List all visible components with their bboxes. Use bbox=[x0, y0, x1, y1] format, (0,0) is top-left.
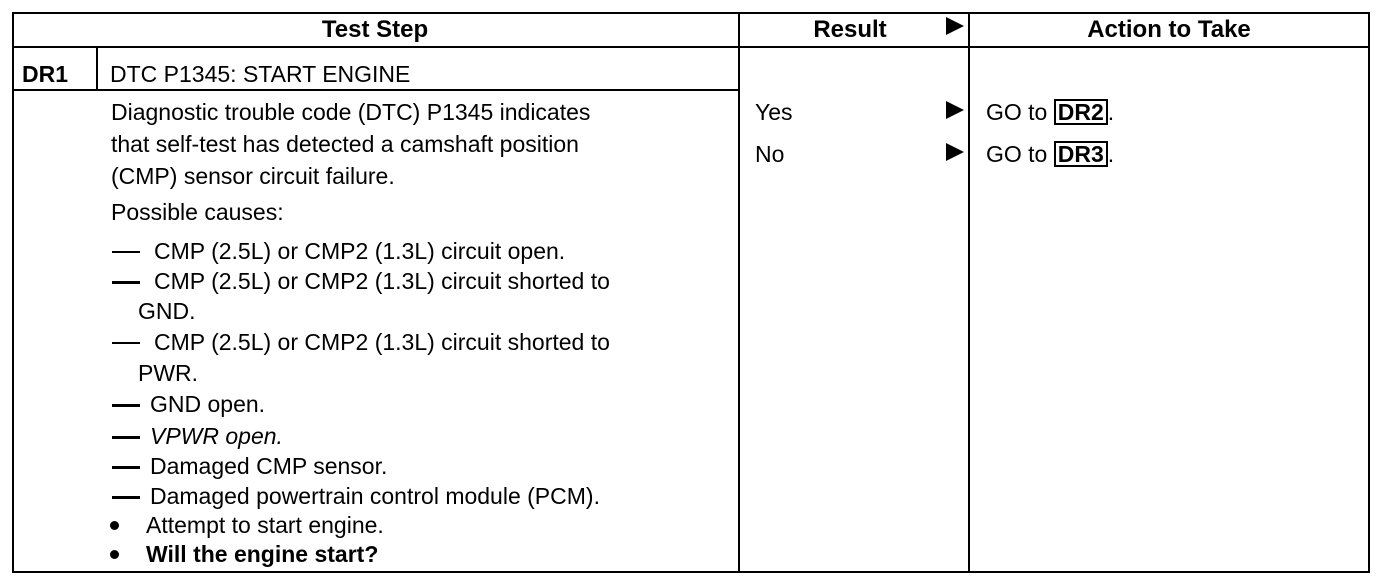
step-id: DR1 bbox=[22, 61, 69, 87]
step-id-divider bbox=[96, 46, 98, 90]
action-prefix: GO to bbox=[986, 99, 1048, 125]
header-result: Result bbox=[813, 16, 887, 43]
action-yes bbox=[986, 99, 1114, 125]
cause-dash-icon bbox=[112, 496, 140, 499]
step-ref-link[interactable]: DR3 bbox=[1054, 141, 1108, 167]
step-title: DTC P1345: START ENGINE bbox=[110, 61, 411, 87]
cause-item-continuation: GND. bbox=[138, 298, 196, 324]
cause-item: CMP (2.5L) or CMP2 (1.3L) circuit open. bbox=[154, 238, 566, 264]
result-yes: Yes bbox=[755, 99, 793, 125]
table-bottom-border bbox=[12, 571, 1370, 573]
cause-item: VPWR open. bbox=[150, 423, 283, 449]
bullet-icon bbox=[110, 550, 119, 559]
header-bottom-border bbox=[12, 46, 1370, 48]
table-right-border bbox=[1368, 12, 1370, 573]
action-instruction: Attempt to start engine. bbox=[146, 512, 384, 538]
header-test-step: Test Step bbox=[321, 16, 429, 43]
bullet-icon bbox=[110, 521, 119, 530]
header-action-to-take: Action to Take bbox=[1087, 16, 1251, 43]
table-top-border bbox=[12, 12, 1370, 14]
action-column-divider bbox=[968, 12, 970, 573]
step-ref-link[interactable]: DR2 bbox=[1054, 99, 1108, 125]
cause-item: GND open. bbox=[150, 391, 266, 417]
cause-item: CMP (2.5L) or CMP2 (1.3L) circuit shorted to bbox=[154, 329, 610, 355]
cause-dash-icon bbox=[112, 436, 140, 439]
step-description-line: (CMP) sensor circuit failure. bbox=[111, 163, 395, 189]
action-suffix: . bbox=[1107, 141, 1115, 167]
action-prefix: GO to bbox=[986, 141, 1048, 167]
cause-item: Damaged CMP sensor. bbox=[150, 453, 388, 479]
header-arrow-icon bbox=[946, 17, 964, 35]
step-description-line: Diagnostic trouble code (DTC) P1345 indicates bbox=[111, 99, 591, 125]
action-no bbox=[986, 141, 1114, 167]
action-suffix: . bbox=[1107, 99, 1115, 125]
cause-dash-icon bbox=[112, 404, 140, 407]
result-no: No bbox=[755, 141, 785, 167]
cause-dash-icon bbox=[112, 342, 140, 344]
result-column-divider bbox=[738, 12, 740, 573]
result-no-arrow-icon bbox=[946, 143, 964, 161]
cause-item-continuation: PWR. bbox=[138, 360, 199, 386]
table-left-border bbox=[12, 12, 14, 573]
cause-dash-icon bbox=[112, 466, 140, 469]
result-yes-arrow-icon bbox=[946, 101, 964, 119]
cause-item: Damaged powertrain control module (PCM). bbox=[150, 483, 600, 509]
step-title-bottom-border bbox=[12, 89, 740, 91]
possible-causes-label: Possible causes: bbox=[111, 199, 284, 225]
action-question: Will the engine start? bbox=[146, 541, 379, 567]
cause-dash-icon bbox=[112, 281, 140, 284]
step-description-line: that self-test has detected a camshaft position bbox=[111, 131, 579, 157]
cause-item: CMP (2.5L) or CMP2 (1.3L) circuit shorted to bbox=[154, 268, 610, 294]
cause-dash-icon bbox=[112, 251, 140, 253]
